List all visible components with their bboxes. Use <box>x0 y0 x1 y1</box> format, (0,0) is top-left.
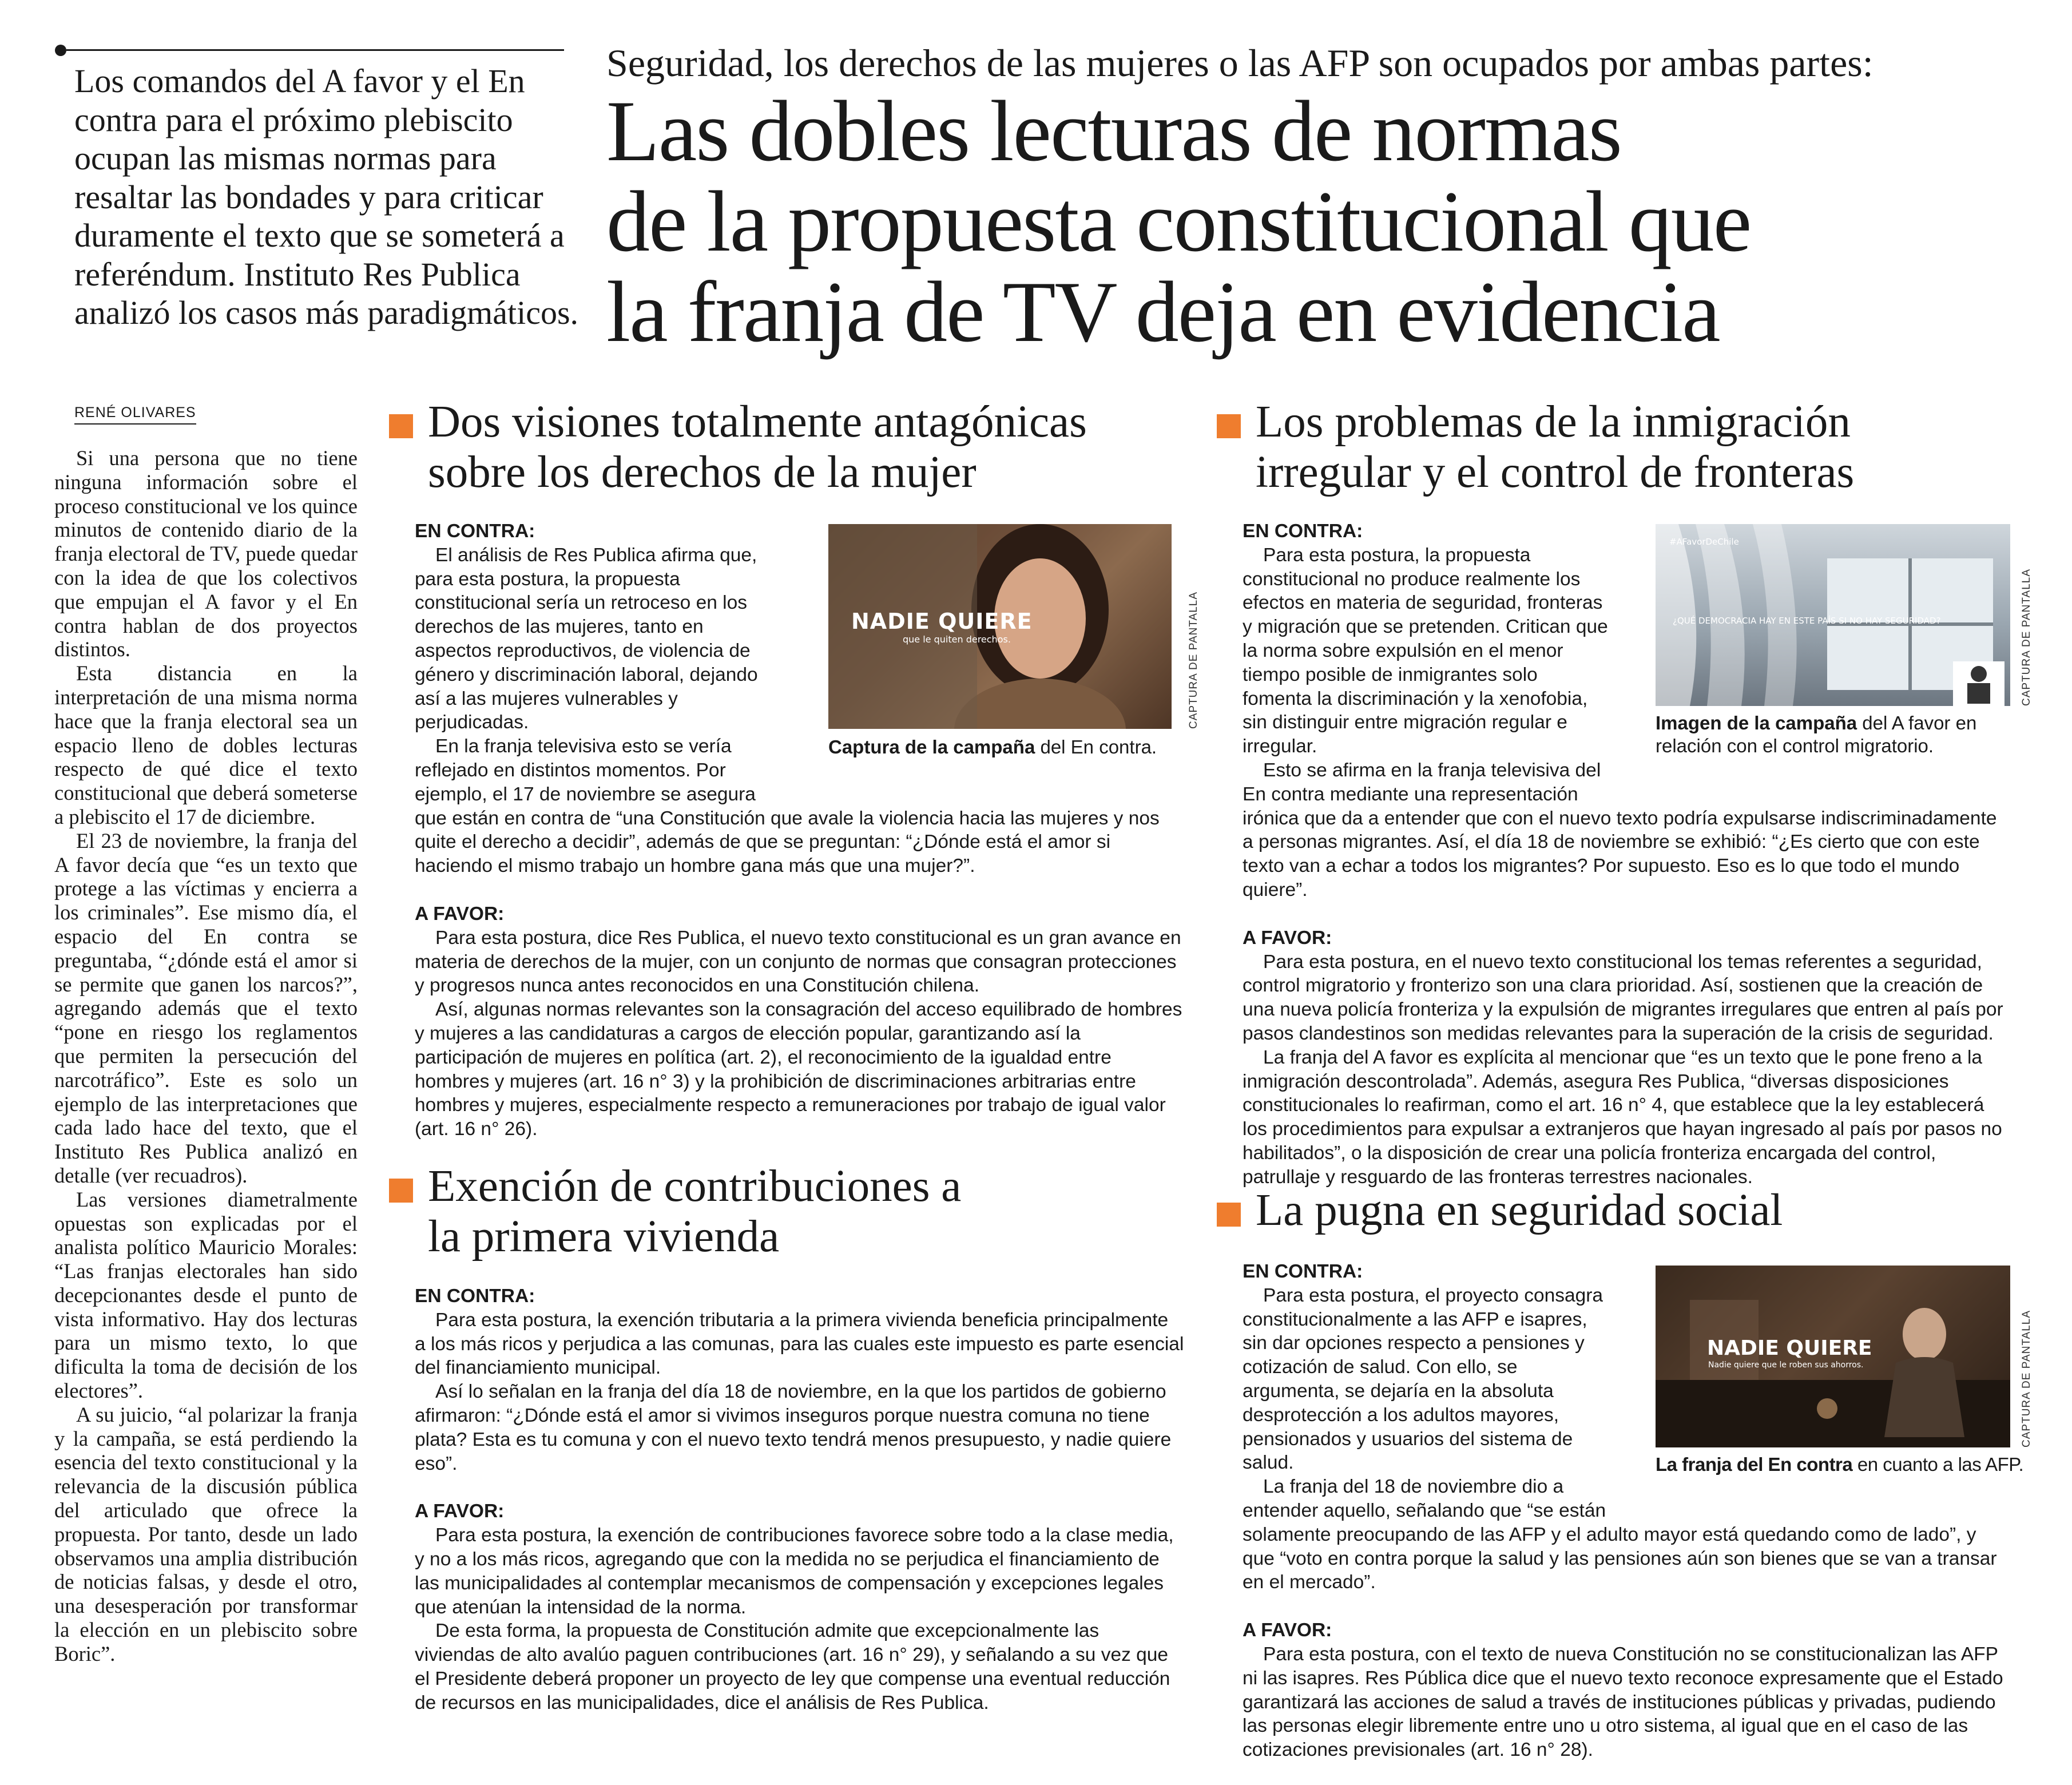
section-title-mujer <box>428 397 1183 498</box>
photo-credit: CAPTURA DE PANTALLA <box>2021 1310 2033 1447</box>
label-en-contra: EN CONTRA: <box>415 521 535 542</box>
photo-credit: CAPTURA DE PANTALLA <box>1188 591 1200 729</box>
paragraph: La franja del A favor es explícita al mencionar que “es un texto que le pone freno a la inmigración descontrolada”. Además, asegura Res Publica, “diversas disposiciones constitucionales lo reafirman, como el art. 16 n° 4, que establece que la ley establecerá los procedimientos para expulsar a extranjeros que hayan ingresado al país por pasos no habilitados”, o la disposición de crear una policía fronteriza encargada del control, patrullaje y resguardo de las fronteras terrestres nacionales. <box>1243 1046 2002 1188</box>
paragraph: De esta forma, la propuesta de Constitución admite que excepcionalmente las viviendas de alto avalúo paguen contribuciones (art. 16 n° 29), y señalando a su vez que el Presidente deberá proponer un proyecto de ley que compense una eventual reducción de recursos en las municipalidades, dice el análisis de Res Publica. <box>415 1620 1170 1713</box>
photo-float-spacer <box>1611 544 2012 784</box>
section-marker <box>389 1179 413 1203</box>
paragraph: En la franja televisiva esto se vería reflejado en distintos momentos. Por ejemplo, el 17 de noviembre se asegura que están en contra de “una Constitución que avale la violencia hacia las mujeres y nos quite el derecho a decidir”, además de que se preguntan: “¿Dónde está el amor si haciendo el mismo trabajo un hombre gana más que una mujer?”. <box>415 736 1160 877</box>
intro-summary: Los comandos del A favor y el En contra para el próximo plebiscito ocupan las mismas normas para resaltar las bondades y para criticar duramente el texto que se someterá a referéndum. Instituto Res Publica analizó los casos más paradigmáticos. <box>74 62 579 331</box>
photo-credit: CAPTURA DE PANTALLA <box>2021 568 2033 706</box>
paragraph: Esto se afirma en la franja televisiva del En contra mediante una representación irónica que da a entender que con el nuevo texto podría expulsarse indiscriminadamente a personas migrantes. Así, el día 18 de noviembre se exhibió: “¿Es cierto que con este texto van a echar a todos los migrantes? Por supuesto. Eso es lo que todo el mundo quiere”. <box>1243 759 1997 901</box>
title-line: sobre los derechos de la mujer <box>428 447 977 497</box>
paragraph: Si una persona que no tiene ninguna información sobre el proceso constitucional ve los quince minutos de contenido diario de la franja electoral de TV, puede quedar con la idea de que los colectivos que empujan el A favor y el En contra hablan de dos proyectos distintos. <box>54 446 358 661</box>
caption-rest: del A favor en relación con el control migratorio. <box>1656 712 1977 756</box>
section-body-inmigracion <box>1243 519 2012 1189</box>
title-line: la primera vivienda <box>428 1212 780 1262</box>
label-en-contra: EN CONTRA: <box>1243 521 1363 542</box>
paragraph: Para esta postura, la propuesta constitucional no produce realmente los efectos en materia de seguridad, fronteras y migración que se pretenden. Critican que la norma sobre expulsión en el menor tiempo posible de inmigrantes solo fomenta la discriminación y la xenofobia, sin distinguir entre migración regular e irregular. <box>1243 544 1608 757</box>
section-title-inmigracion <box>1256 397 2011 498</box>
paragraph: Las versiones diametralmente opuestas son explicadas por el analista político Mauricio Morales: “Las franjas electorales han sido decepcionantes desde el punto de vista informativo. Hay dos lecturas para un mismo texto, lo que dificulta la toma de decisión de los electores”. <box>54 1187 358 1403</box>
caption-rest: del En contra. <box>1035 736 1157 757</box>
headline-line: la franja de TV deja en evidencia <box>606 264 1720 360</box>
section-body-seguridad-social <box>1243 1260 2012 1762</box>
headline-line: de la propuesta constitucional que <box>606 173 1751 269</box>
title-line: irregular y el control de fronteras <box>1256 447 1855 497</box>
title-line: Exención de contribuciones a <box>428 1161 962 1211</box>
title-line: Dos visiones totalmente antagónicas <box>428 397 1087 447</box>
kicker: Seguridad, los derechos de las mujeres o las AFP son ocupados por ambas partes: <box>606 41 1873 85</box>
section-marker <box>1217 414 1241 438</box>
label-a-favor: A FAVOR: <box>1243 927 1332 949</box>
paragraph: A su juicio, “al polarizar la franja y la campaña, se está perdiendo la esencia del texto constitucional y la relevancia de la discusión pública del articulado que ofrece la propuesta. Por tanto, desde un lado observamos una amplia distribución de noticias falsas, y desde el otro, una desesperación por transformar la elección en un plebiscito sobre Boric”. <box>54 1402 358 1665</box>
headline <box>606 83 2048 360</box>
caption-bold: La franja del En contra <box>1656 1454 1853 1475</box>
photo-overlay-title: NADIE QUIERE <box>1707 1336 1872 1360</box>
photo-overlay-subtitle: Nadie quiere que le roben sus ahorros. <box>1708 1360 1864 1370</box>
label-a-favor: A FAVOR: <box>1243 1620 1332 1641</box>
paragraph: Para esta postura, el proyecto consagra constitucionalmente a las AFP e isapres, sin dar opciones respecto a pensiones y cotización de salud. Con ello, se argumenta, se dejaría en la absoluta desprotección a los adultos mayores, pensionados y usuarios del sistema de salud. <box>1243 1284 1603 1474</box>
intro-rule <box>66 49 564 51</box>
section-title-seguridad-social <box>1256 1185 2011 1236</box>
label-en-contra: EN CONTRA: <box>1243 1261 1363 1282</box>
main-article <box>54 446 358 1666</box>
photo-float-spacer <box>784 544 1184 784</box>
section-marker <box>389 414 413 438</box>
caption-bold: Imagen de la campaña <box>1656 712 1857 733</box>
label-en-contra: EN CONTRA: <box>415 1286 535 1307</box>
byline: RENÉ OLIVARES <box>74 404 196 425</box>
label-a-favor: A FAVOR: <box>415 903 505 925</box>
paragraph: Para esta postura, la exención de contribuciones favorece sobre todo a la clase media, y no a los más ricos, agregando que con la medida no se perjudica el financiamiento de las municipalidades al contemplar mecanismos de compensación y excepciones legales que atenúan la intensidad de la norma. <box>415 1525 1174 1618</box>
caption-bold: Captura de la campaña <box>828 736 1035 757</box>
label-a-favor: A FAVOR: <box>415 1501 505 1522</box>
paragraph: El análisis de Res Publica afirma que, para esta postura, la propuesta constitucional sería un retroceso en los derechos de las mujeres, tanto en aspectos reproductivos, de violencia de género y discriminación laboral, dejando así a las mujeres vulnerables y perjudicadas. <box>415 544 758 733</box>
section-body-vivienda <box>415 1284 1184 1715</box>
photo-overlay-subtitle: que le quiten derechos. <box>903 634 1011 645</box>
photo-float-spacer <box>1611 1284 2012 1501</box>
title-line: Los problemas de la inmigración <box>1256 397 1851 447</box>
caption-rest: en cuanto a las AFP. <box>1852 1454 2024 1475</box>
paragraph: Esta distancia en la interpretación de una misma norma hace que la franja electoral sea un espacio lleno de dobles lecturas respecto de qué dice el texto constitucional que deberá someterse a plebiscito el 17 de diciembre. <box>54 661 358 828</box>
paragraph: La franja del 18 de noviembre dio a entender aquello, señalando que “se están solamente preocupando de las AFP y el adulto mayor está quedando como de lado”, y que “voto en contra porque la salud y las pensiones aún son bienes que se van a transar en el mercado”. <box>1243 1476 1997 1593</box>
photo-question: ¿QUÉ DEMOCRACIA HAY EN ESTE PAÍS SI NO HAY SEGURIDAD? <box>1673 616 1941 626</box>
paragraph: Así lo señalan en la franja del día 18 de noviembre, en la que los partidos de gobierno afirmaron: “¿Dónde está el amor si vivimos inseguros porque nuestra comuna no tiene plata? Esta es tu comuna y con el nuevo texto tendrá menos presupuesto, y nadie quiere eso”. <box>415 1381 1172 1474</box>
paragraph: Para esta postura, la exención tributaria a la primera vivienda beneficia principalmente a los más ricos y perjudica a las comunas, para las cuales este impuesto es parte esencial del financiamiento municipal. <box>415 1309 1184 1379</box>
section-body-mujer <box>415 519 1184 1141</box>
paragraph: Para esta postura, dice Res Publica, el nuevo texto constitucional es un gran avance en materia de derechos de la mujer, con un conjunto de normas que consagran protecciones y progresos nunca antes reconocidos en una Constitución chilena. <box>415 927 1181 997</box>
paragraph: Para esta postura, con el texto de nueva Constitución no se constitucionalizan las AFP ni las isapres. Res Pública dice que el nuevo texto reconoce expresamente que el Estado garantizará las acciones de salud a través de instituciones públicas y privadas, pudiendo las personas elegir libremente entre uno u otro sistema, al igual que en el caso de las cotizaciones previsionales (art. 16 n° 28). <box>1243 1643 2003 1761</box>
intro-bullet <box>55 45 66 56</box>
title-line: La pugna en seguridad social <box>1256 1185 1783 1235</box>
paragraph: El 23 de noviembre, la franja del A favor decía que “es un texto que protege a las víctimas y encierra a los criminales”. Ese mismo día, el espacio del En contra se preguntaba, “¿dónde está el amor si se permite que ganen los narcos?”, agregando además que el texto “pone en riesgo los reglamentos que permiten la persecución del narcotráfico”. Este es solo un ejemplo de las interpretaciones que cada lado hace del texto, que el Instituto Res Publica analizó en detalle (ver recuadros). <box>54 828 358 1187</box>
headline-line: Las dobles lecturas de normas <box>606 83 1621 179</box>
section-marker <box>1217 1203 1241 1227</box>
photo-hashtag: #AFavorDeChile <box>1669 537 1739 547</box>
paragraph: Para esta postura, en el nuevo texto constitucional los temas referentes a seguridad, control migratorio y fronterizo son una clara prioridad. Así, sostienen que la creación de una nueva policía fronteriza y la expulsión de migrantes irregulares que entren al país por pasos clandestinos son medidas relevantes para la superación de la crisis de seguridad. <box>1243 951 2003 1044</box>
paragraph: Así, algunas normas relevantes son la consagración del acceso equilibrado de hombres y mujeres a las candidaturas a cargos de elección popular, garantizando así la participación de mujeres en política (art. 2), el reconocimiento de la igualdad entre hombres y mujeres (art. 16 n° 3) y la prohibición de discriminaciones arbitrarias entre hombres y mujeres, especialmente respecto a remuneraciones por trabajo de igual valor (art. 16 n° 26). <box>415 999 1182 1140</box>
section-title-vivienda <box>428 1161 1183 1262</box>
photo-overlay-title: NADIE QUIERE <box>851 609 1033 634</box>
